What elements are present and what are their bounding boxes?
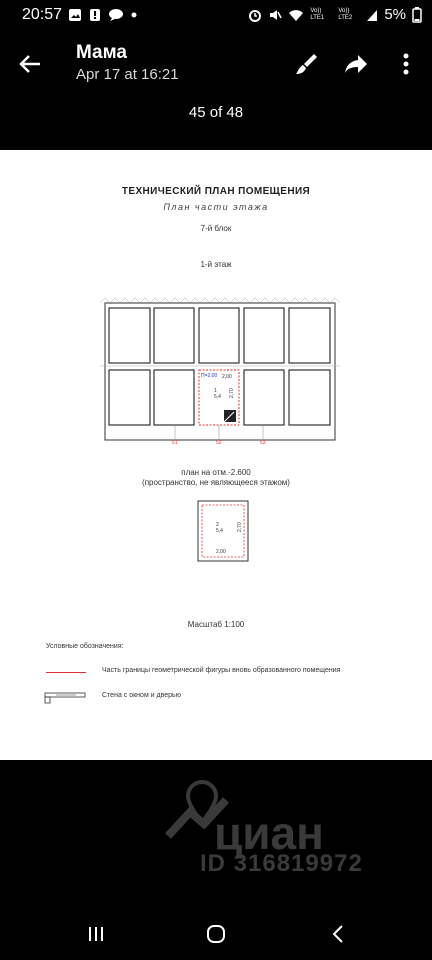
lte1-icon: Vo)) LTE1 — [310, 7, 325, 21]
share-icon[interactable] — [342, 50, 370, 78]
system-nav-bar — [0, 900, 432, 960]
battery-icon — [412, 7, 422, 23]
mute-icon — [268, 8, 282, 22]
floor-label: 1-й этаж — [200, 260, 232, 269]
scale-label: Масштаб 1:100 — [187, 620, 245, 629]
sub-plan-title: план на отм.-2.600 — [181, 468, 251, 477]
alert-icon — [88, 8, 102, 22]
app-bar — [0, 36, 432, 92]
legend-title: Условные обозначения: — [46, 643, 124, 650]
recent-apps-icon[interactable] — [82, 920, 110, 948]
conversation-title: Мама — [76, 42, 127, 63]
legend-red-line — [46, 672, 86, 673]
doc-title: ТЕХНИЧЕСКИЙ ПЛАН ПОМЕЩЕНИЯ — [121, 186, 311, 197]
sub-room-number: 2 — [216, 522, 219, 528]
battery-level: 5% — [384, 6, 406, 23]
wifi-icon — [288, 8, 304, 22]
alarm-icon — [248, 8, 262, 22]
axis-label-51: 51 — [172, 440, 178, 446]
legend-item-wall: Стена с окном и дверью — [102, 692, 181, 699]
room-number-label: 1 — [214, 388, 217, 394]
document-image[interactable] — [0, 150, 432, 760]
status-time: 20:57 — [22, 6, 63, 23]
chat-icon — [108, 8, 124, 22]
room-height-label: 2,70 — [229, 388, 235, 398]
image-icon — [68, 8, 82, 22]
sub-room-height: 2,70 — [237, 522, 243, 532]
back-arrow-icon[interactable] — [16, 50, 44, 78]
back-icon[interactable] — [324, 920, 352, 948]
image-counter: 45 of 48 — [188, 104, 244, 121]
watermark-id: ID 316819972 — [200, 850, 363, 877]
watermark-brand: циан — [214, 807, 324, 859]
legend-item-boundary: Часть границы геометрической фигуры вновь образованного помещения — [102, 667, 341, 674]
block-label: 7-й блок — [200, 224, 232, 233]
dot-icon — [130, 11, 138, 19]
room-marker-label: П=2,00 — [201, 373, 218, 379]
lte2-icon: Vo)) LTE2 — [338, 7, 353, 21]
home-icon[interactable] — [202, 920, 230, 948]
message-timestamp: Apr 17 at 16:21 — [76, 66, 179, 83]
room-area-label: 5,4 — [214, 394, 221, 400]
wall-window-door-icon — [44, 692, 86, 704]
status-bar — [0, 0, 432, 32]
axis-label-52: 52 — [216, 440, 222, 446]
sub-room-width: 2,00 — [216, 549, 226, 555]
sub-plan-note: (пространство, не являющееся этажом) — [142, 478, 290, 487]
room-width-label: 2,00 — [222, 374, 232, 380]
sub-plan-drawing — [197, 500, 249, 562]
doc-subtitle: План части этажа — [163, 202, 269, 212]
signal-icon — [366, 8, 378, 22]
more-vertical-icon[interactable] — [392, 50, 420, 78]
sub-room-area: 5,4 — [216, 528, 223, 534]
floor-plan-drawing — [100, 298, 340, 448]
axis-label-53: 53 — [260, 440, 266, 446]
brush-icon[interactable] — [292, 50, 320, 78]
